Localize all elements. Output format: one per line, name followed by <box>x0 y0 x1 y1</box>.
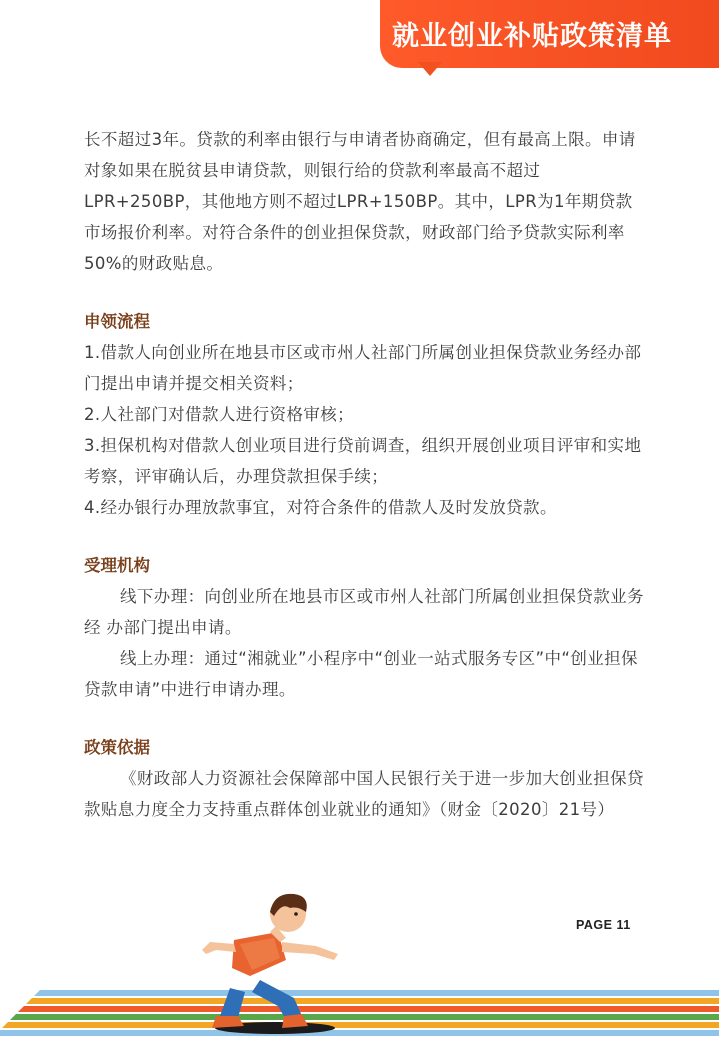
basis-text: 《财政部人力资源社会保障部中国人民银行关于进一步加大创业担保贷款贴息力度全力支持重点群体创业就业的通知》（财金〔2020〕21号） <box>84 769 644 819</box>
agency-online: 线上办理：通过“湘就业”小程序中“创业一站式服务专区”中“创业担保贷款申请”中进行申请办理。 <box>84 649 638 699</box>
running-person-icon <box>190 888 360 1038</box>
main-content <box>84 124 644 825</box>
basis-heading: 政策依据 <box>84 738 150 757</box>
agency-heading: 受理机构 <box>84 556 150 575</box>
intro-paragraph: 长不超过3年。贷款的利率由银行与申请者协商确定，但有最高上限。申请对象如果在脱贫县申请贷款，则银行给的贷款利率最高不超过LPR+250BP，其他地方则不超过LPR+150BP。其中，LPR为1年期贷款市场报价利率。对符合条件的创业担保贷款，财政部门给予贷款实际利率50%的财政贴息。 <box>84 130 636 273</box>
agency-offline: 线下办理：向创业所在地县市区或市州人社部门所属创业担保贷款业务经 办部门提出申请。 <box>84 587 644 637</box>
process-heading: 申领流程 <box>84 312 150 331</box>
process-step-3: 3.担保机构对借款人创业项目进行贷前调查，组织开展创业项目评审和实地考察，评审确认后，办理贷款担保手续； <box>84 436 642 486</box>
process-step-4: 4.经办银行办理放款事宜，对符合条件的借款人及时发放贷款。 <box>84 498 557 517</box>
process-step-1: 1.借款人向创业所在地县市区或市州人社部门所属创业担保贷款业务经办部门提出申请并提交相关资料； <box>84 343 642 393</box>
page-number: PAGE 11 <box>576 918 631 932</box>
process-step-2: 2.人社部门对借款人进行资格审核； <box>84 405 355 424</box>
page-title: 就业创业补贴政策清单 <box>392 21 672 52</box>
banner-notch <box>418 62 442 76</box>
